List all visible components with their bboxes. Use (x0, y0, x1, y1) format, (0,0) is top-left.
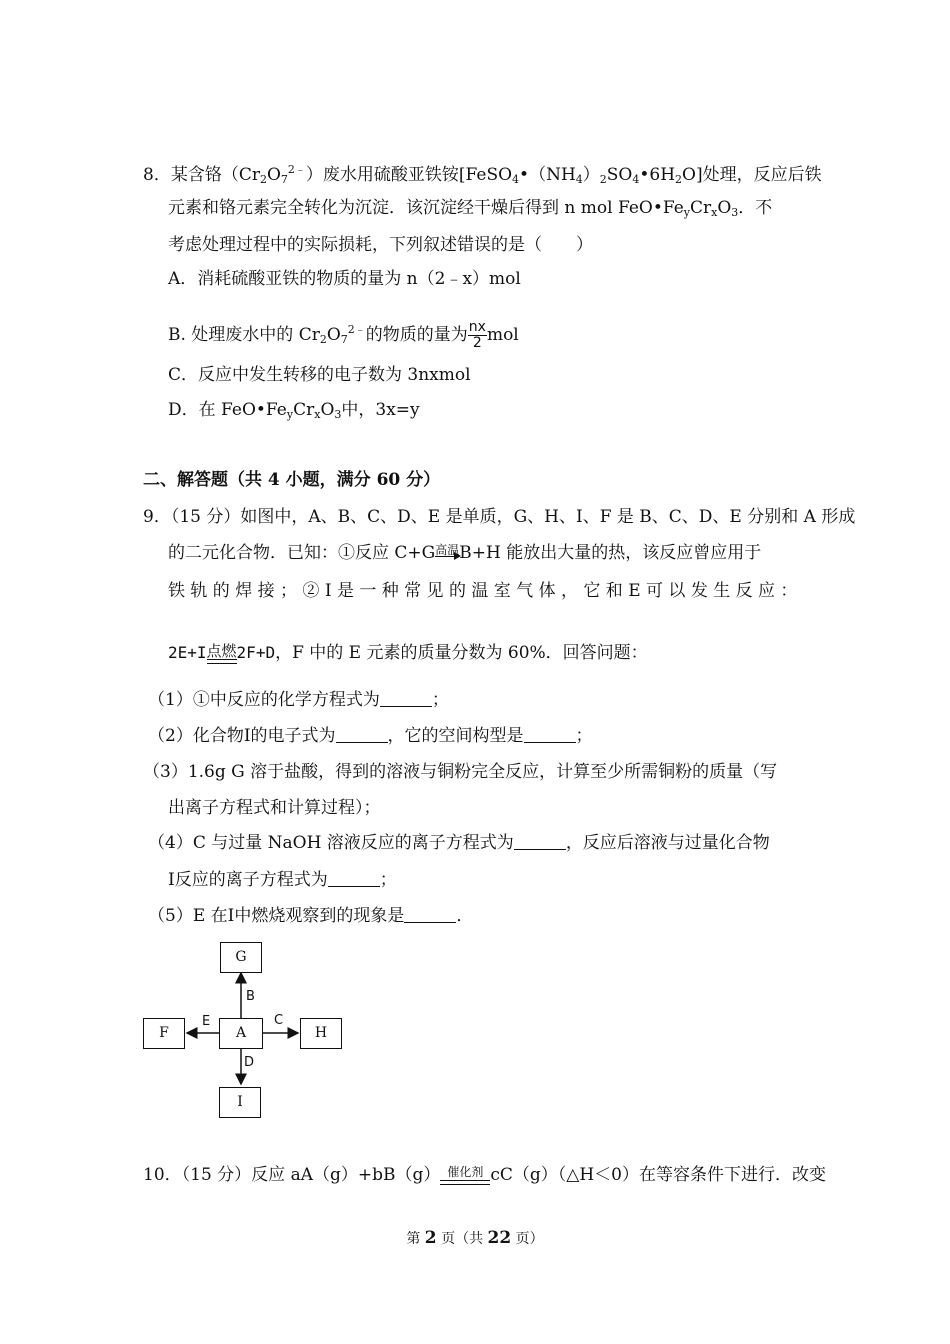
q9-line-1: 9．（15 分）如图中，A、B、C、D、E 是单质，G、H、I、F 是 B、C、D、E 分别和 A 形成 (143, 507, 856, 527)
node-a: A (219, 1018, 263, 1049)
page-number: 2 (424, 1228, 437, 1248)
node-f: F (143, 1018, 185, 1049)
node-h: H (300, 1018, 342, 1049)
q8-line-2: 元素和铬元素完全转化为沉淀．该沉淀经干燥后得到 n mol $FeO•Fe_yCr_xO_3$．不 (168, 198, 773, 219)
reaction-arrow-high-temp: 高温 (435, 544, 459, 561)
q9-part-3-line-2: 出离子方程式和计算过程）； (168, 798, 381, 818)
q8-line-1: 8．某含铬$(Cr_2O_7^{2﹣})$废水用硫酸亚铁铵$[FeSO_4•(NH_4)_2SO_4•6H_2O]$处理，反应后铁 (143, 163, 822, 186)
q9-part-1: （1）①中反应的化学方程式为 ； (148, 690, 449, 710)
q8-option-c: C．反应中发生转移的电子数为 3nxmol (168, 365, 471, 385)
node-i: I (219, 1087, 261, 1118)
q8-option-d: D．在 $FeO•Fe_yCr_xO_3$中，3x=y (168, 400, 420, 421)
q9-part-3-line-1: （3）1.6g G 溶于盐酸，得到的溶液与铜粉完全反应，计算至少所需铜粉的质量（写 (143, 762, 778, 782)
q10-line-1: 10．（15 分）反应 aA（g）+bB（g） 催化剂 cC（g）（△H＜0）在等容条件下进行．改变 (143, 1165, 826, 1185)
label-d: D (244, 1055, 255, 1070)
q9-part-2: （2）化合物Ⅰ的电子式为 ，它的空间构型是 ； (148, 726, 593, 746)
q9-part-4-line-1: （4）C 与过量 NaOH 溶液反应的离子方程式为 ，反应后溶液与过量化合物 (148, 833, 770, 853)
q9-part-5: （5）E 在Ⅰ中燃烧观察到的现象是 ． (148, 906, 474, 926)
q9-line-2: 的二元化合物．已知：①反应 C+G 高温 B+H 能放出大量的热，该反应曾应用于 (168, 543, 762, 563)
total-pages: 22 (487, 1228, 512, 1248)
q8-line-3: 考虑处理过程中的实际损耗，下列叙述错误的是（ ） (168, 235, 593, 255)
q8-option-b: B. 处理废水中的 $Cr_2O_7^{2﹣}$的物质的量为 $\frac{nx}{2}$ mol (168, 319, 519, 351)
reaction-equals-ignite: 点燃 (207, 643, 237, 664)
label-b: B (246, 989, 255, 1004)
fraction-nx-over-2: $\frac{nx}{2}$ (468, 319, 486, 351)
q9-part-4-line-2: Ⅰ反应的离子方程式为 ； (168, 870, 397, 890)
section-2-title: 二、解答题（共 4 小题，满分 60 分） (143, 470, 441, 490)
q8-option-a: A．消耗硫酸亚铁的物质的量为 n（2﹣x）mol (168, 269, 521, 289)
page-footer: 第 2 页（共 22 页） (406, 1228, 544, 1248)
q9-line-3: 铁 轨 的 焊 接 ； ② I 是 一 种 常 见 的 温 室 气 体 ， 它 和 E 可 以 发 生 反 应 ： (168, 581, 798, 601)
q9-line-4: 2E+I 点燃 2F+D，F 中的 E 元素的质量分数为 60%．回答问题： (168, 642, 648, 663)
reversible-arrow-catalyst: 催化剂 (440, 1166, 490, 1186)
label-c: C (274, 1013, 284, 1028)
label-e: E (202, 1014, 211, 1029)
node-g: G (220, 942, 262, 973)
